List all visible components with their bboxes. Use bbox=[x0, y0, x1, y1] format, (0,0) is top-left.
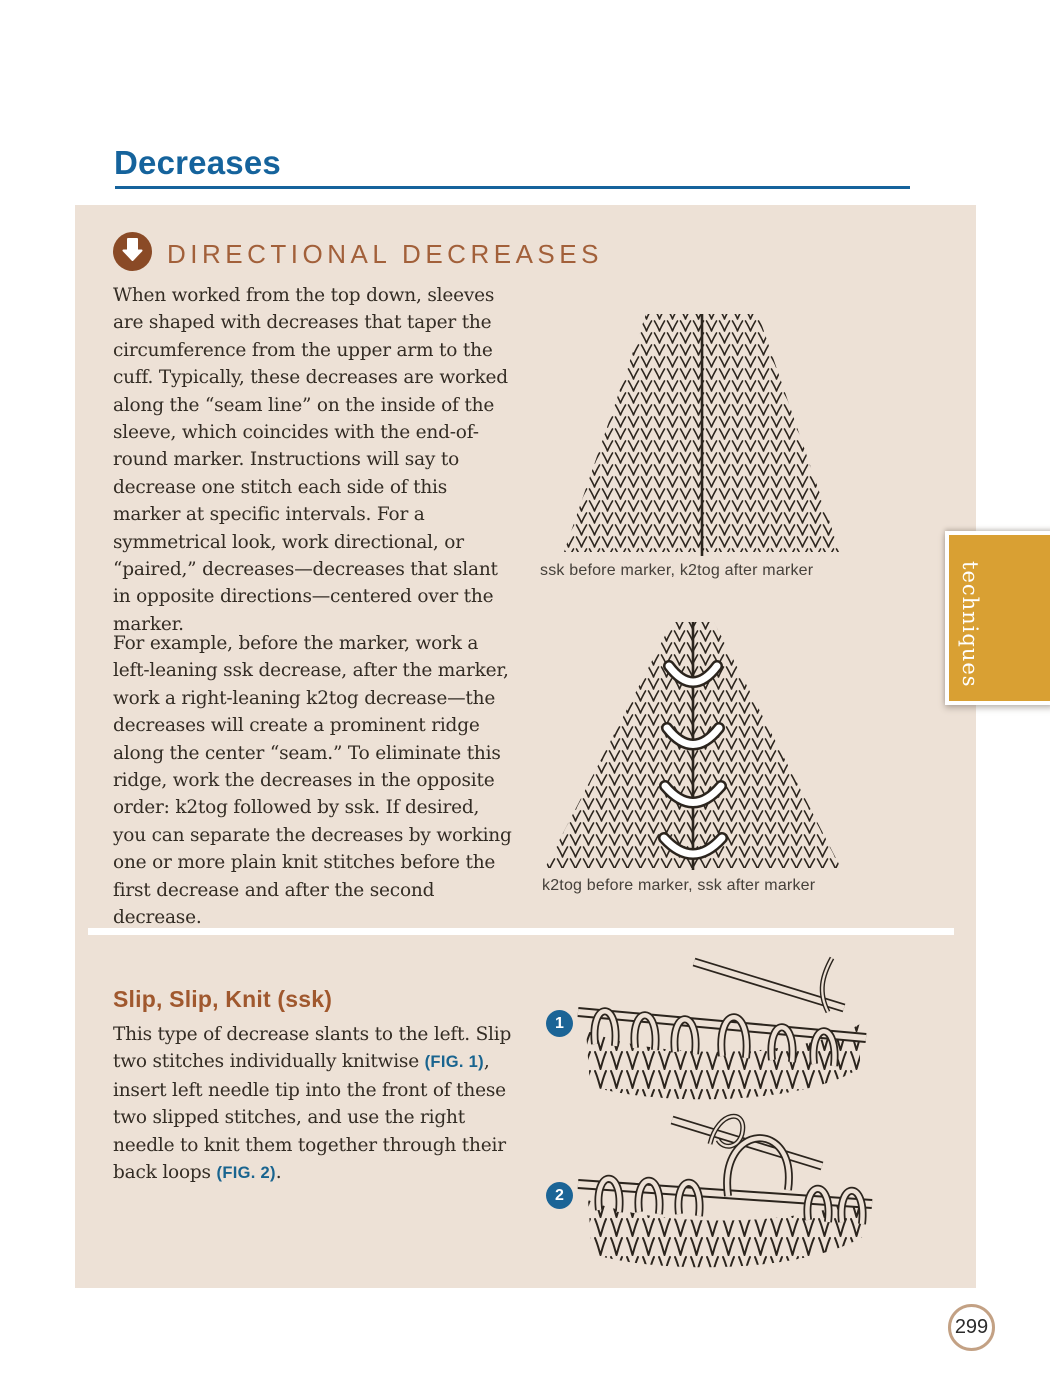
ssk-text: . bbox=[275, 1162, 282, 1184]
title-rule bbox=[115, 186, 910, 189]
fig2-reference: (FIG. 2) bbox=[216, 1164, 276, 1183]
knit-swatch-illustration-ssk-k2tog bbox=[562, 308, 842, 563]
paragraph-directional-2: For example, before the marker, work a left-leaning ssk decrease, after the marker, work a right-leaning k2tog decrease—the decreases will create a prominent ridge along the center “seam.” To eliminate this ridge, work the decreases in the opposite order: k2tog followed by ssk. If desired, you can separate the decreases by working one or more plain knit stitches before the first decrease and after the second decrease. bbox=[113, 633, 512, 929]
ssk-text: , insert left needle tip into the front of these two slipped stitches, and use the right needle to knit them together through their back loops bbox=[113, 1051, 506, 1184]
page-title: Decreases bbox=[114, 144, 281, 181]
fig1-reference: (FIG. 1) bbox=[424, 1053, 484, 1072]
needle-diagram-figure-1 bbox=[576, 956, 868, 1113]
needle-diagram-figure-2 bbox=[576, 1104, 876, 1281]
figure-2-badge: 2 bbox=[546, 1182, 573, 1209]
figure-caption: k2tog before marker, ssk after marker bbox=[542, 877, 816, 894]
page-number: 299 bbox=[948, 1304, 995, 1351]
section-heading: DIRECTIONAL DECREASES bbox=[167, 239, 603, 269]
ssk-heading: Slip, Slip, Knit (ssk) bbox=[113, 986, 333, 1012]
ssk-text: This type of decrease slants to the left. Slip two stitches individually knitwise bbox=[113, 1024, 512, 1073]
paragraph-directional-1: When worked from the top down, sleeves are shaped with decreases that taper the circumference from the upper arm to the cuff. Typically, these decreases are worked along the “seam line” on the inside of the sleeve, which coincides with the end-of-round marker. Instructions will say to decrease one stitch each side of this marker at specific intervals. For a symmetrical look, work directional, or “paired,” decreases—decreases that slant in opposite directions—centered over the marker. bbox=[113, 285, 508, 635]
figure-caption: ssk before marker, k2tog after marker bbox=[540, 562, 814, 579]
section-divider bbox=[88, 928, 954, 935]
side-tab-label: techniques bbox=[958, 561, 982, 688]
paragraph-ssk bbox=[113, 1021, 517, 1187]
side-tab-techniques bbox=[945, 531, 1050, 705]
down-arrow-icon bbox=[113, 232, 152, 271]
knit-swatch-illustration-k2tog-ssk bbox=[543, 618, 843, 879]
figure-1-badge: 1 bbox=[546, 1010, 573, 1037]
